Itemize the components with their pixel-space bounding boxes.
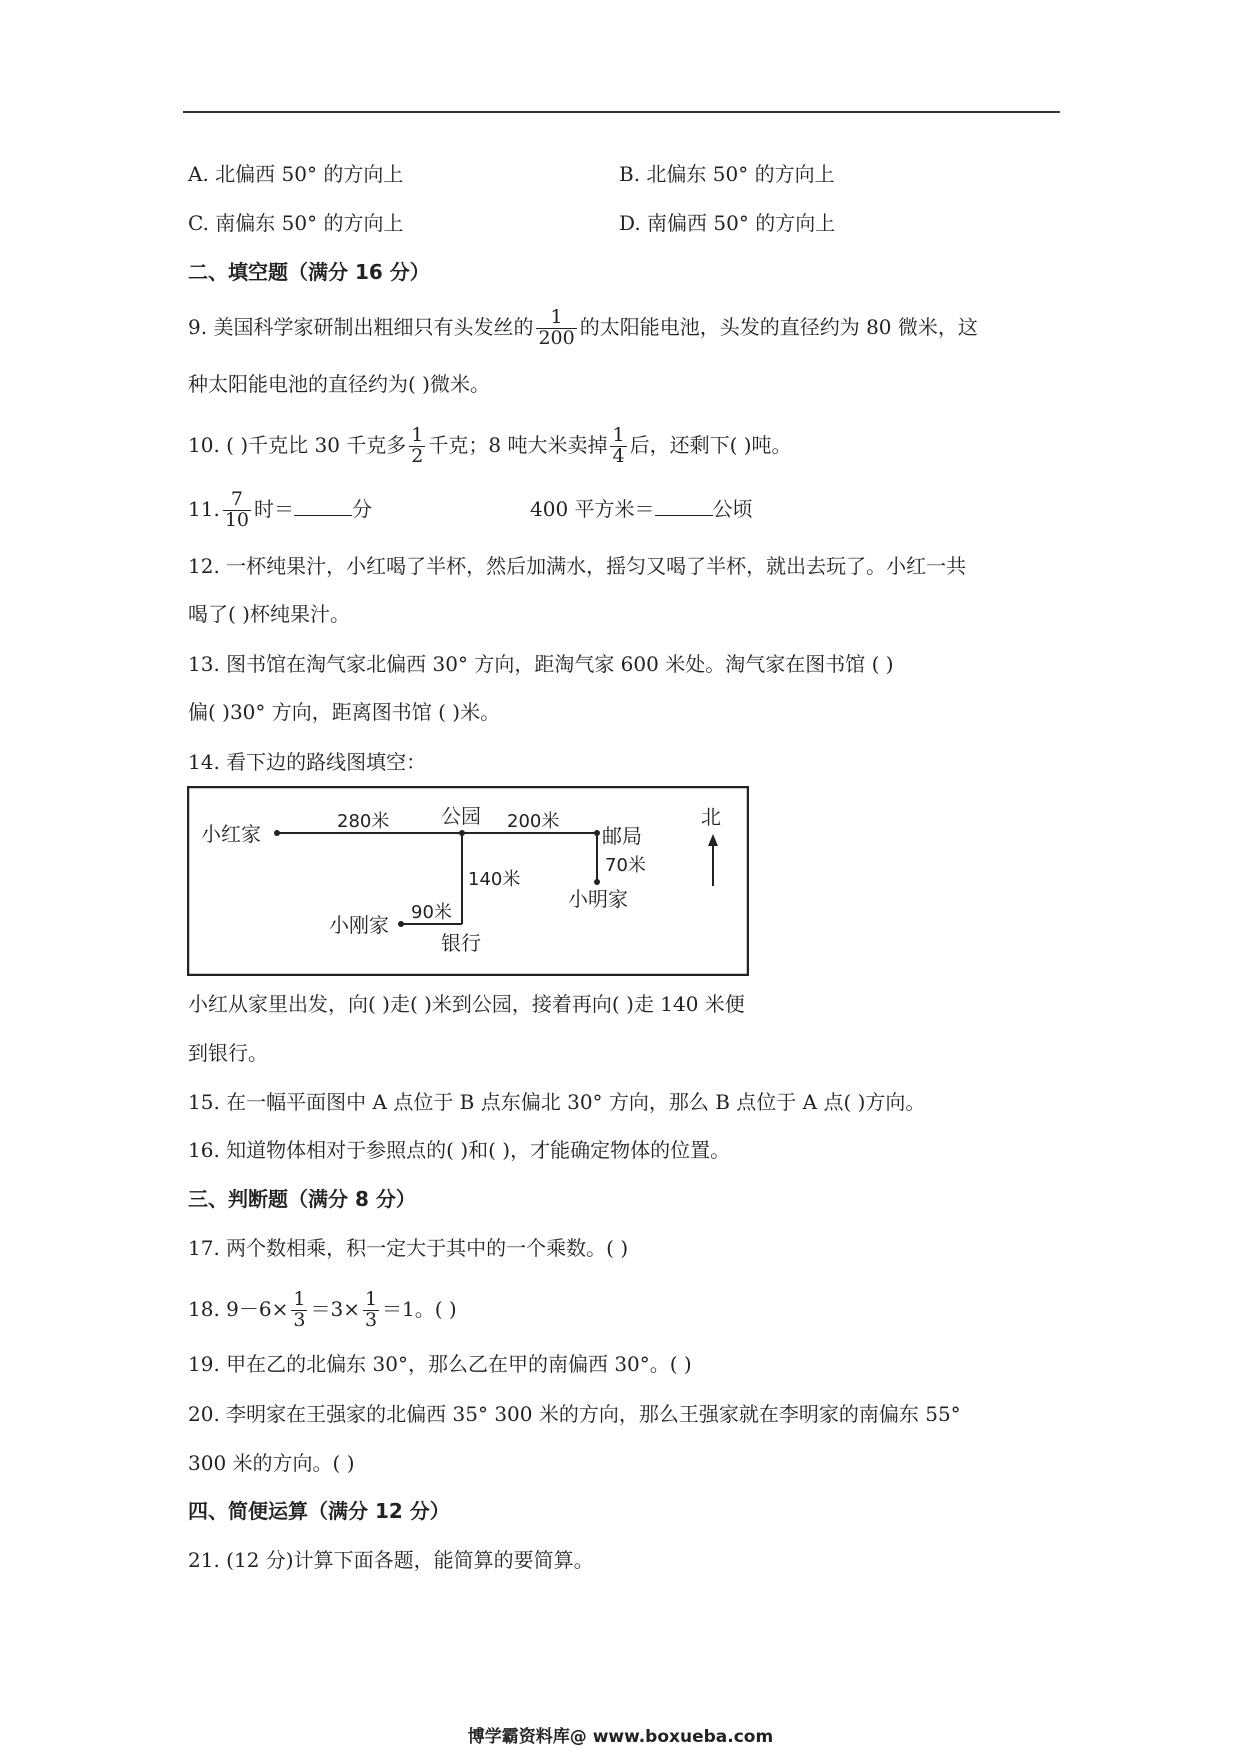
option-d: D. 南偏西 50° 的方向上 xyxy=(619,211,836,235)
q10-f1-den: 2 xyxy=(411,444,424,467)
q18-pre: 18. 9－6× xyxy=(188,1296,289,1321)
point-xiaohong xyxy=(274,830,280,836)
q18-f1-num: 1 xyxy=(293,1288,306,1310)
question-12-line1: 12. 一杯纯果汁，小红喝了半杯，然后加满水，摇匀又喝了半杯，就出去玩了。小红一共 xyxy=(188,554,967,578)
q10-f1-num: 1 xyxy=(411,424,424,446)
q11-frac-num: 7 xyxy=(223,490,251,511)
q18-f2-num: 1 xyxy=(364,1288,378,1310)
q18-fraction-1 xyxy=(291,1290,307,1331)
point-xiaoming xyxy=(594,879,600,885)
point-park xyxy=(459,830,465,836)
question-14-line2: 到银行。 xyxy=(188,1041,268,1065)
question-21: 21. (12 分)计算下面各题，能简算的要简算。 xyxy=(188,1548,594,1572)
option-a: A. 北偏西 50° 的方向上 xyxy=(188,162,404,186)
option-b: B. 北偏东 50° 的方向上 xyxy=(619,162,835,186)
q10-f2-num: 1 xyxy=(612,424,625,446)
route-map xyxy=(187,786,749,980)
label-280m: 280米 xyxy=(337,811,390,832)
top-rule xyxy=(183,111,1060,113)
q18-f1-den: 3 xyxy=(293,1308,306,1331)
option-c: C. 南偏东 50° 的方向上 xyxy=(188,211,404,235)
question-20-line2: 300 米的方向。( ) xyxy=(188,1451,355,1475)
q10-pre: 10. ( )千克比 30 千克多 xyxy=(188,432,407,457)
label-post-office: 邮局 xyxy=(602,824,642,848)
section-calculation-title: 四、简便运算（满分 12 分） xyxy=(188,1499,450,1523)
point-xiaogang xyxy=(398,921,404,927)
section-judgement-title: 三、判断题（满分 8 分） xyxy=(188,1187,416,1211)
q18-f2-den: 3 xyxy=(364,1308,378,1331)
label-xiaohong-home: 小红家 xyxy=(201,822,261,846)
q9-frac-num: 1 xyxy=(536,308,576,329)
label-90m: 90米 xyxy=(411,902,452,923)
q9-fraction xyxy=(536,308,576,349)
question-19: 19. 甲在乙的北偏东 30°，那么乙在甲的南偏西 30°。( ) xyxy=(188,1352,692,1376)
label-north: 北 xyxy=(701,805,721,829)
q11-unit1: 分 xyxy=(352,496,372,521)
q9-frac-den: 200 xyxy=(538,326,575,349)
q9-pre: 9. 美国科学家研制出粗细只有头发丝的 xyxy=(188,314,534,339)
q11-blank-2[interactable] xyxy=(655,497,713,516)
q18-post: ＝1。( ) xyxy=(382,1296,457,1321)
q11-fraction xyxy=(223,490,251,531)
q10-f2-den: 4 xyxy=(612,444,625,467)
q9-post: 的太阳能电池，头发的直径约为 80 微米，这 xyxy=(579,314,978,339)
point-post xyxy=(594,830,600,836)
q18-mid: ＝3× xyxy=(310,1296,360,1321)
question-10 xyxy=(188,426,792,467)
q11-unit2: 公顷 xyxy=(712,496,753,521)
q18-fraction-2 xyxy=(363,1290,379,1331)
question-14-title: 14. 看下边的路线图填空： xyxy=(188,750,427,774)
label-200m: 200米 xyxy=(507,811,560,832)
q10-post: 后，还剩下( )吨。 xyxy=(629,432,792,457)
q10-fraction-2 xyxy=(610,426,626,467)
question-20-line1: 20. 李明家在王强家的北偏西 35° 300 米的方向，那么王强家就在李明家的南偏东 55° xyxy=(188,1402,961,1426)
question-11 xyxy=(188,490,753,531)
q11-blank-1[interactable] xyxy=(294,497,352,516)
label-70m: 70米 xyxy=(605,855,646,876)
question-18 xyxy=(188,1290,457,1331)
question-13-line1: 13. 图书馆在淘气家北偏西 30° 方向，距淘气家 600 米处。淘气家在图书馆 ( ) xyxy=(188,652,894,676)
footer-watermark: 博学霸资料库@ www.boxueba.com xyxy=(467,1727,774,1747)
label-140m: 140米 xyxy=(468,869,521,890)
question-9-line1 xyxy=(188,308,978,349)
section-fill-blank-title: 二、填空题（满分 16 分） xyxy=(188,260,430,284)
question-14-line1: 小红从家里出发，向( )走( )米到公园，接着再向( )走 140 米便 xyxy=(188,992,745,1016)
q11-pre: 11. xyxy=(188,496,220,521)
q10-fraction-1 xyxy=(409,426,425,467)
question-15: 15. 在一幅平面图中 A 点位于 B 点东偏北 30° 方向，那么 B 点位于 A 点( )方向。 xyxy=(188,1090,926,1114)
label-xiaoming-home: 小明家 xyxy=(568,887,628,911)
question-12-line2: 喝了( )杯纯果汁。 xyxy=(188,602,350,626)
q11-frac-den: 10 xyxy=(224,508,249,531)
label-xiaogang-home: 小刚家 xyxy=(329,913,389,937)
q10-mid: 千克；8 吨大米卖掉 xyxy=(428,432,608,457)
question-17: 17. 两个数相乘，积一定大于其中的一个乘数。( ) xyxy=(188,1236,629,1260)
question-13-line2: 偏( )30° 方向，距离图书馆 ( )米。 xyxy=(188,700,501,724)
question-9-line2: 种太阳能电池的直径约为( )微米。 xyxy=(188,372,490,396)
label-bank: 银行 xyxy=(441,931,481,955)
question-16: 16. 知道物体相对于参照点的( )和( )，才能确定物体的位置。 xyxy=(188,1138,731,1162)
label-park: 公园 xyxy=(441,804,481,828)
q11-mid: 时＝ xyxy=(254,496,294,521)
route-map-svg xyxy=(187,786,749,976)
q11-part2: 400 平方米＝ xyxy=(530,496,655,521)
